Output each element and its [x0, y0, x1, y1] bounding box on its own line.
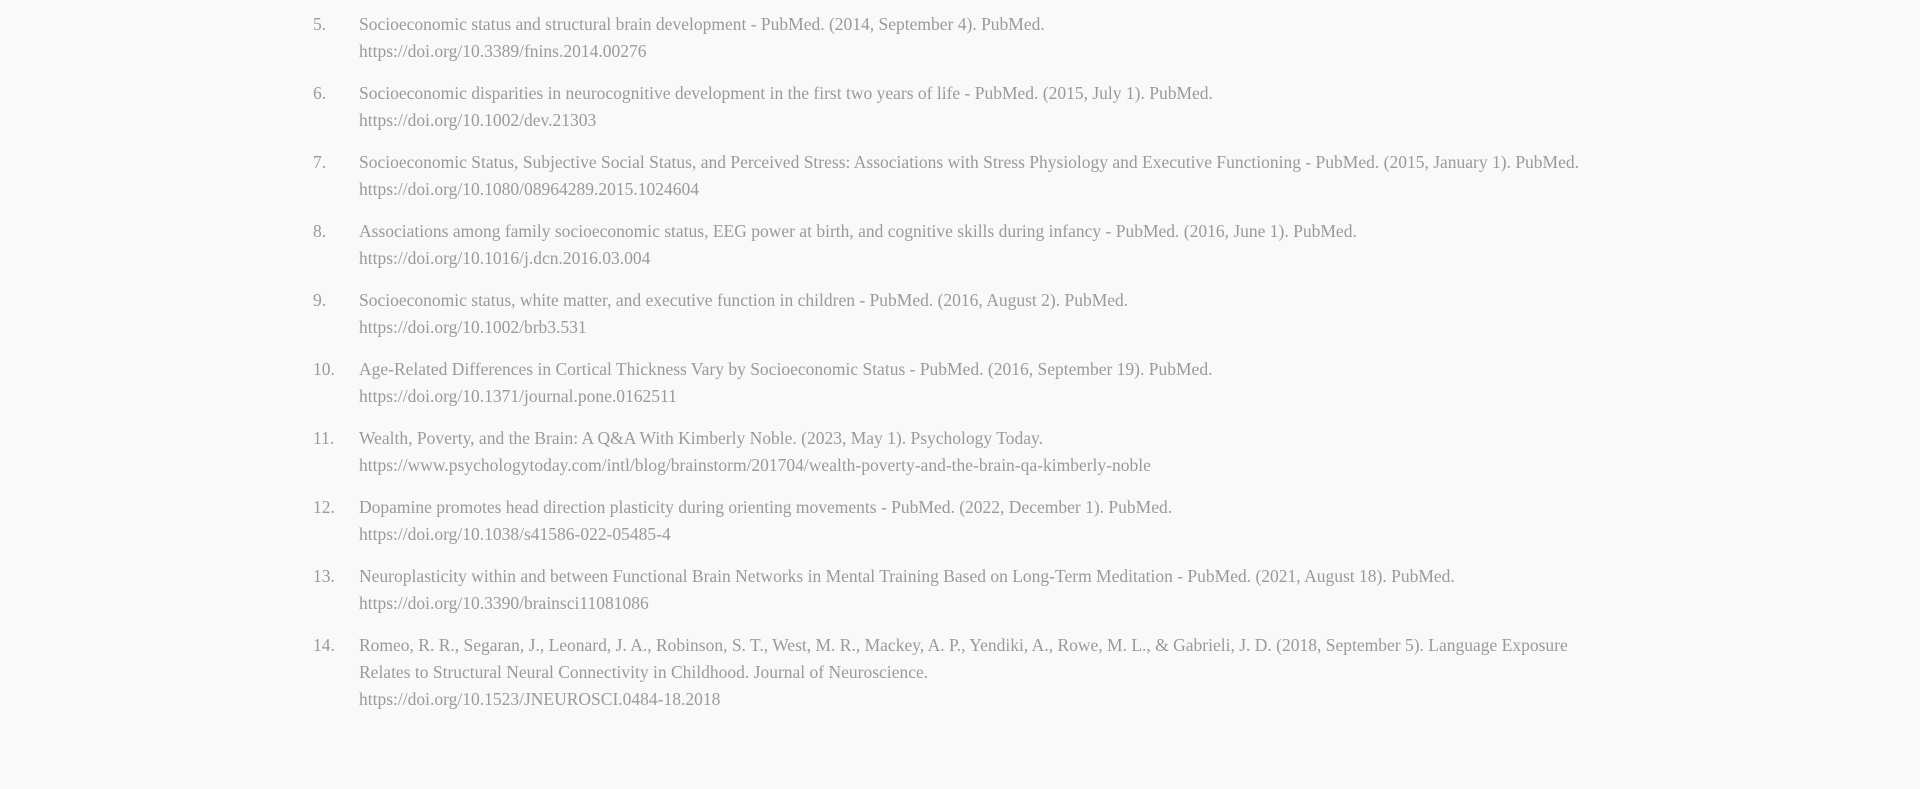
reference-number: 8.	[313, 221, 327, 241]
reference-text: Associations among family socioeconomic status, EEG power at birth, and cognitive skills during infancy - PubMed. (2016, June 1). PubMed.	[359, 221, 1357, 241]
reference-text: Socioeconomic disparities in neurocognitive development in the first two years of life - PubMed. (2015, July 1). PubMed.	[359, 83, 1213, 103]
reference-link[interactable]: https://doi.org/10.1080/08964289.2015.1024604	[359, 179, 699, 199]
reference-link[interactable]: https://doi.org/10.1002/brb3.531	[359, 317, 587, 337]
reference-body	[359, 425, 1613, 479]
reference-text: Romeo, R. R., Segaran, J., Leonard, J. A., Robinson, S. T., West, M. R., Mackey, A. P., Yendiki, A., Rowe, M. L., & Gabrieli, J. D. (2018, September 5). Language Exposure Relates to Structural Neural Connectivity in Childhood. Journal of Neuroscience.	[359, 635, 1568, 682]
reference-item	[313, 218, 1613, 272]
reference-number: 11.	[313, 428, 335, 448]
reference-item	[313, 356, 1613, 410]
reference-number: 6.	[313, 83, 327, 103]
reference-link[interactable]: https://doi.org/10.1038/s41586-022-05485-4	[359, 524, 671, 544]
reference-body	[359, 563, 1613, 617]
reference-item	[313, 425, 1613, 479]
reference-item	[313, 80, 1613, 134]
reference-link[interactable]: https://www.psychologytoday.com/intl/blog/brainstorm/201704/wealth-poverty-and-the-brain-qa-kimberly-noble	[359, 455, 1151, 475]
reference-item	[313, 149, 1613, 203]
reference-number: 14.	[313, 635, 335, 655]
reference-text: Age-Related Differences in Cortical Thickness Vary by Socioeconomic Status - PubMed. (2016, September 19). PubMed.	[359, 359, 1213, 379]
reference-item	[313, 494, 1613, 548]
reference-number: 10.	[313, 359, 335, 379]
reference-link[interactable]: https://doi.org/10.1523/JNEUROSCI.0484-18.2018	[359, 689, 721, 709]
reference-text: Wealth, Poverty, and the Brain: A Q&A With Kimberly Noble. (2023, May 1). Psychology Today.	[359, 428, 1043, 448]
reference-number: 13.	[313, 566, 335, 586]
reference-link[interactable]: https://doi.org/10.3390/brainsci11081086	[359, 593, 649, 613]
reference-text: Dopamine promotes head direction plasticity during orienting movements - PubMed. (2022, December 1). PubMed.	[359, 497, 1173, 517]
reference-link[interactable]: https://doi.org/10.1371/journal.pone.0162511	[359, 386, 677, 406]
reference-body	[359, 494, 1613, 548]
reference-item	[313, 563, 1613, 617]
reference-body	[359, 11, 1613, 65]
reference-item	[313, 11, 1613, 65]
reference-link[interactable]: https://doi.org/10.1002/dev.21303	[359, 110, 597, 130]
reference-link[interactable]: https://doi.org/10.1016/j.dcn.2016.03.004	[359, 248, 651, 268]
reference-item	[313, 632, 1613, 713]
reference-list	[313, 11, 1613, 728]
reference-number: 7.	[313, 152, 327, 172]
reference-item	[313, 287, 1613, 341]
reference-body	[359, 356, 1613, 410]
reference-body	[359, 149, 1613, 203]
reference-body	[359, 287, 1613, 341]
reference-number: 12.	[313, 497, 335, 517]
reference-text: Socioeconomic status and structural brain development - PubMed. (2014, September 4). PubMed.	[359, 14, 1045, 34]
reference-number: 5.	[313, 14, 327, 34]
reference-number: 9.	[313, 290, 327, 310]
reference-link[interactable]: https://doi.org/10.3389/fnins.2014.00276	[359, 41, 647, 61]
reference-text: Socioeconomic status, white matter, and executive function in children - PubMed. (2016, August 2). PubMed.	[359, 290, 1129, 310]
reference-text: Socioeconomic Status, Subjective Social Status, and Perceived Stress: Associations with Stress Physiology and Executive Functioning - PubMed. (2015, January 1). PubMed.	[359, 152, 1580, 172]
reference-body	[359, 632, 1613, 713]
reference-body	[359, 80, 1613, 134]
reference-body	[359, 218, 1613, 272]
reference-text: Neuroplasticity within and between Functional Brain Networks in Mental Training Based on Long-Term Meditation - PubMed. (2021, August 18). PubMed.	[359, 566, 1455, 586]
